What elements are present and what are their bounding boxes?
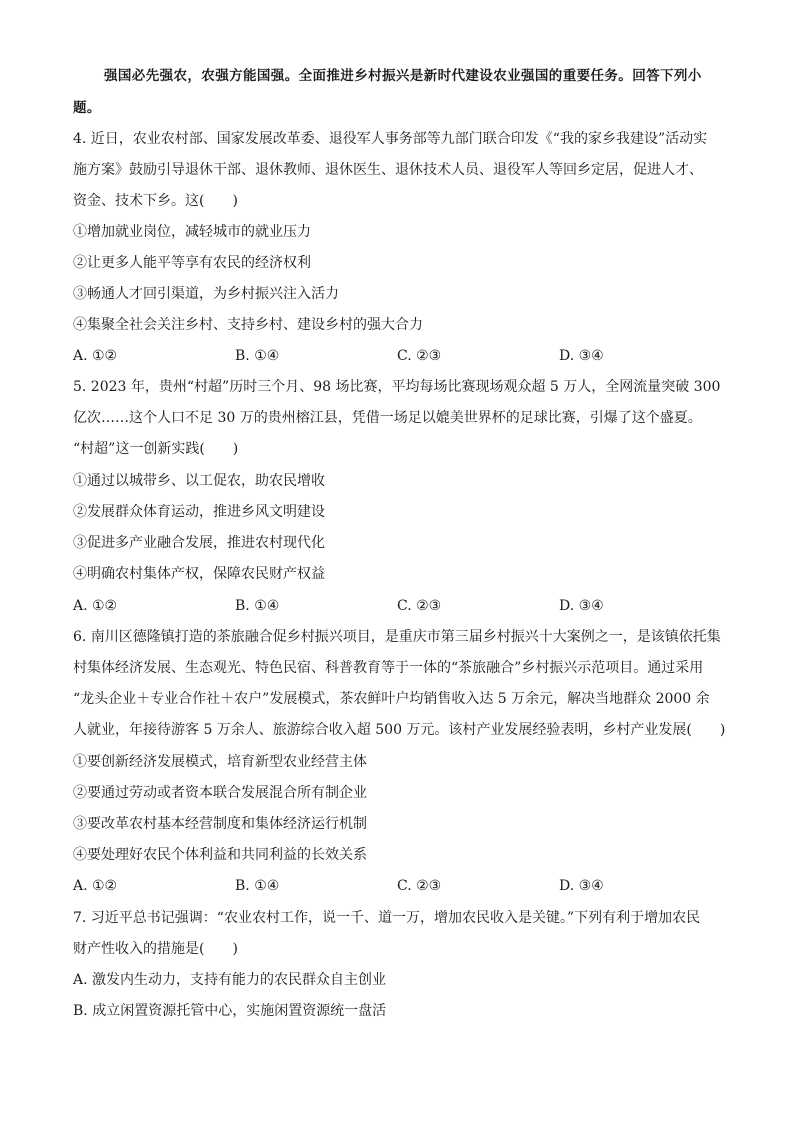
q6-item-2: ②要通过劳动或者资本联合发展混合所有制企业 [73, 785, 367, 801]
q6-option-a[interactable]: A. ①② [73, 878, 118, 894]
q4-stem-line-1: 4. 近日，农业农村部、国家发展改革委、退役军人事务部等九部门联合印发《“我的家乡我建设”活动实 [73, 131, 708, 147]
section-intro-line-2: 题。 [73, 100, 101, 116]
q7-stem-line-2: 财产性收入的措施是( ) [73, 941, 238, 957]
q5-options [73, 596, 673, 616]
q6-option-c[interactable]: C. ②③ [397, 878, 442, 894]
q5-item-1: ①通过以城带乡、以工促农，助农民增收 [73, 473, 325, 489]
q4-item-2: ②让更多人能平等享有农民的经济权利 [73, 255, 311, 271]
q4-item-3: ③畅通人才回引渠道，为乡村振兴注入活力 [73, 286, 339, 302]
q6-option-d[interactable]: D. ③④ [559, 878, 604, 894]
q4-stem-line-2: 施方案》鼓励引导退休干部、退休教师、退休医生、退休技术人员、退役军人等回乡定居，促进人才、 [73, 162, 703, 178]
section-intro-line-1: 强国必先强农，农强方能国强。全面推进乡村振兴是新时代建设农业强国的重要任务。回答下列小 [104, 68, 702, 84]
q4-option-a[interactable]: A. ①② [73, 348, 118, 364]
q6-item-3: ③要改革农村基本经营制度和集体经济运行机制 [73, 816, 367, 832]
q6-item-1: ①要创新经济发展模式，培育新型农业经营主体 [73, 754, 367, 770]
q4-option-b[interactable]: B. ①④ [235, 348, 280, 364]
q4-item-4: ④集聚全社会关注乡村、支持乡村、建设乡村的强大合力 [73, 317, 423, 333]
q4-option-c[interactable]: C. ②③ [397, 348, 442, 364]
q5-option-d[interactable]: D. ③④ [559, 598, 604, 614]
q4-stem-line-3: 资金、技术下乡。这( ) [73, 193, 238, 209]
q5-item-2: ②发展群众体育运动，推进乡风文明建设 [73, 504, 325, 520]
q4-options [73, 346, 673, 366]
q6-stem-line-3: “龙头企业＋专业合作社＋农户”发展模式，茶农鲜叶户均销售收入达 5 万余元，解决当地群众 2000 余 [73, 691, 710, 707]
q4-option-d[interactable]: D. ③④ [559, 348, 604, 364]
q7-choice-a[interactable]: A. 激发内生动力，支持有能力的农民群众自主创业 [73, 972, 387, 988]
q6-options [73, 876, 673, 896]
q6-option-b[interactable]: B. ①④ [235, 878, 280, 894]
q7-choice-b[interactable]: B. 成立闲置资源托管中心，实施闲置资源统一盘活 [73, 1003, 387, 1019]
q5-option-a[interactable]: A. ①② [73, 598, 118, 614]
q4-item-1: ①增加就业岗位，减轻城市的就业压力 [73, 224, 311, 240]
q5-stem-line-3: “村超”这一创新实践( ) [73, 441, 239, 457]
q5-stem-line-2: 亿次……这个人口不足 30 万的贵州榕江县，凭借一场足以媲美世界杯的足球比赛，引爆了这个盛夏。 [73, 410, 702, 426]
q5-option-c[interactable]: C. ②③ [397, 598, 442, 614]
q6-item-4: ④要处理好农民个体利益和共同利益的长效关系 [73, 847, 367, 863]
q6-stem-line-1: 6. 南川区德隆镇打造的茶旅融合促乡村振兴项目，是重庆市第三届乡村振兴十大案例之一，是该镇依托集 [73, 629, 721, 645]
q6-stem-line-4: 人就业，年接待游客 5 万余人、旅游综合收入超 500 万元。该村产业发展经验表明，乡村产业发展( ) [73, 722, 726, 738]
q5-option-b[interactable]: B. ①④ [235, 598, 280, 614]
q5-item-3: ③促进多产业融合发展，推进农村现代化 [73, 535, 325, 551]
q7-stem-line-1: 7. 习近平总书记强调：“农业农村工作，说一千、道一万，增加农民收入是关键。”下列有利于增加农民 [73, 910, 701, 926]
q6-stem-line-2: 村集体经济发展、生态观光、特色民宿、科普教育等于一体的“茶旅融合”乡村振兴示范项目。通过采用 [73, 660, 704, 676]
q5-stem-line-1: 5. 2023 年，贵州“村超”历时三个月、98 场比赛，平均每场比赛现场观众超 5 万人，全网流量突破 300 [73, 379, 721, 395]
q5-item-4: ④明确农村集体产权，保障农民财产权益 [73, 566, 325, 582]
